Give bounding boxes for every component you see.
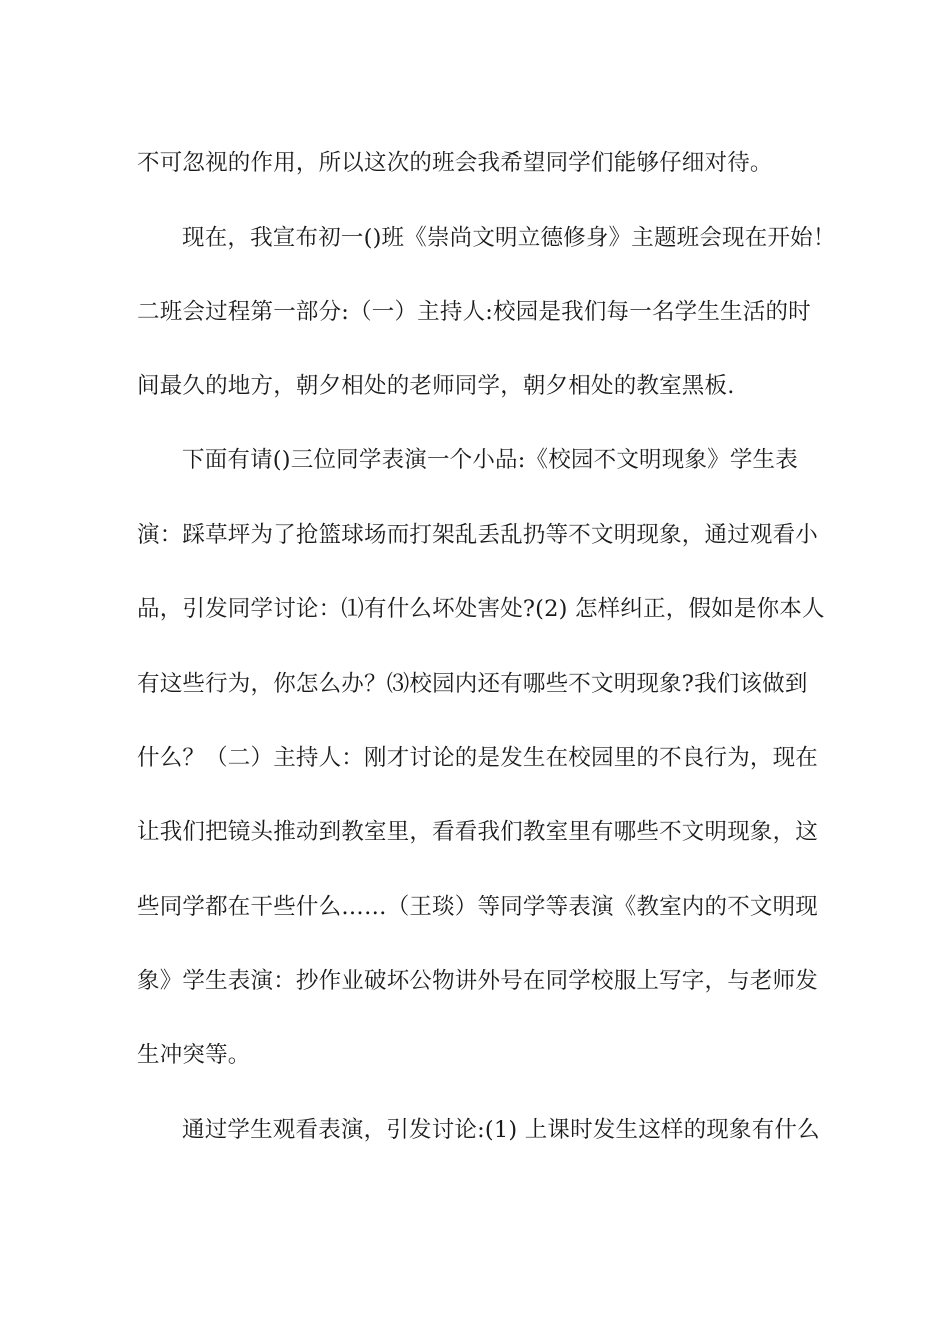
paragraph-line-5: 下面有请()三位同学表演一个小品:《校园不文明现象》学生表: [182, 447, 798, 473]
paragraph-line-4: 间最久的地方，朝夕相处的老师同学，朝夕相处的教室黑板.: [137, 373, 735, 399]
paragraph-line-9: 什么？（二）主持人：刚才讨论的是发生在校园里的不良行为，现在: [137, 745, 819, 771]
paragraph-line-13: 生冲突等。: [137, 1042, 251, 1068]
paragraph-line-2: 现在，我宣布初一()班《崇尚文明立德修身》主题班会现在开始！: [182, 225, 836, 251]
paragraph-line-7: 品，引发同学讨论：⑴有什么坏处害处?(2) 怎样纠正，假如是你本人: [137, 596, 825, 622]
paragraph-line-1: 不可忽视的作用，所以这次的班会我希望同学们能够仔细对待。: [137, 150, 773, 176]
paragraph-line-14: 通过学生观看表演，引发讨论:(1) 上课时发生这样的现象有什么: [182, 1117, 820, 1143]
paragraph-line-10: 让我们把镜头推动到教室里，看看我们教室里有哪些不文明现象，这: [137, 819, 819, 845]
paragraph-line-6: 演：踩草坪为了抢篮球场而打架乱丢乱扔等不文明现象，通过观看小: [137, 522, 819, 548]
paragraph-line-3: 二班会过程第一部分:（一）主持人:校园是我们每一名学生生活的时: [137, 299, 811, 325]
paragraph-line-12: 象》学生表演：抄作业破坏公物讲外号在同学校服上写字，与老师发: [137, 968, 819, 994]
paragraph-line-8: 有这些行为，你怎么办？⑶校园内还有哪些不文明现象?我们该做到: [137, 671, 808, 697]
paragraph-line-11: 些同学都在干些什么……（王琰）等同学等表演《教室内的不文明现: [137, 894, 819, 920]
